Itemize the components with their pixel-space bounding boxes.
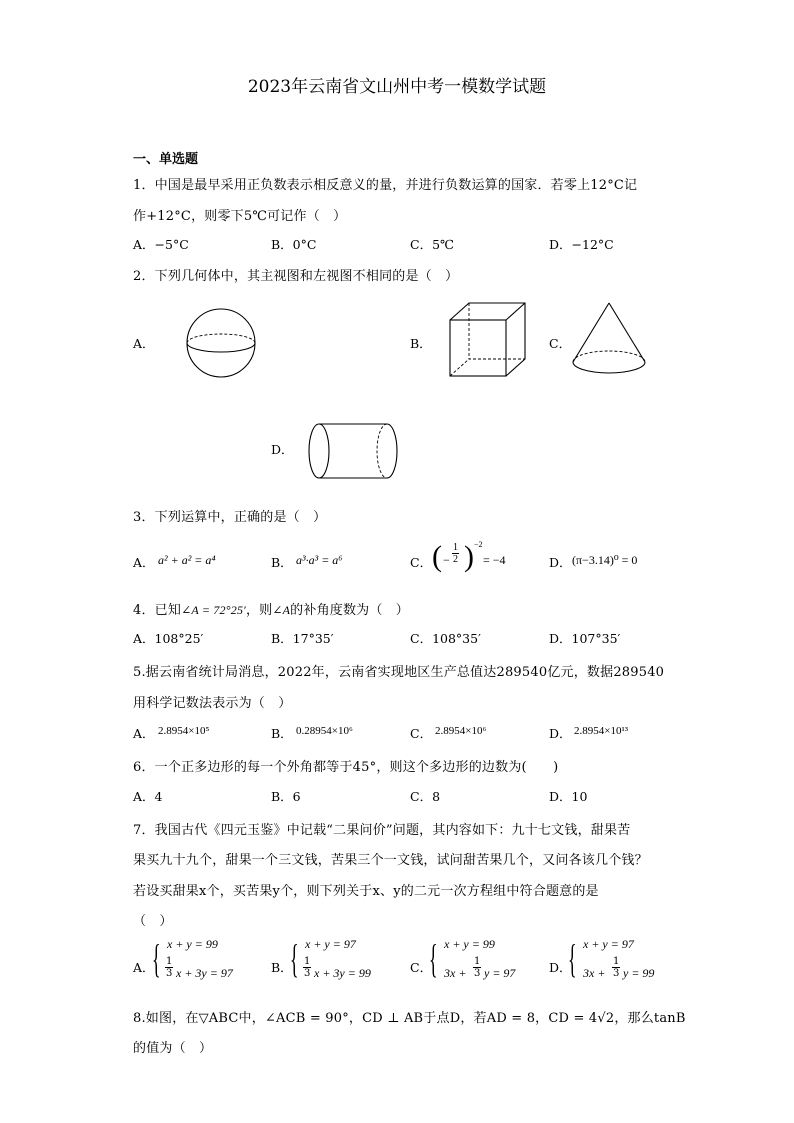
q4-text-b: ，则 — [245, 603, 273, 618]
q4-option-d: D．107°35′ — [549, 631, 621, 646]
q2-option-d: D． — [271, 442, 294, 457]
q7-d-brace: { — [568, 936, 577, 981]
q3-c-fraction — [452, 542, 459, 565]
q7-b-eq2: x + 3y = 99 — [314, 966, 371, 980]
q5-option-d: D． — [549, 726, 572, 741]
q7-line3: 若设买甜果x个，买苦果y个，则下列关于x、y的二元一次方程组中符合题意的是 — [133, 884, 599, 899]
q4-text-c: 的补角度数为（ ） — [290, 603, 409, 618]
q3-option-a-expr: a² + a² = a⁴ — [158, 553, 216, 567]
q7-c-eq1: x + y = 99 — [444, 937, 495, 951]
q7-a-eq1: x + y = 99 — [167, 937, 218, 951]
q7-option-a: A． — [133, 960, 155, 975]
q7-line2: 果买九十九个，甜果一个三文钱，苦果三个一文钱，试问甜苦果几个，又问各该几个钱？ — [133, 853, 648, 868]
q3-option-d: D． — [549, 555, 572, 570]
q5-line1: 5.据云南省统计局消息，2022年，云南省实现地区生产总值达289540亿元，数据289540 — [133, 665, 665, 680]
q3-c-numerator: 1 — [453, 542, 458, 553]
q3-option-a: A． — [133, 555, 155, 570]
q4-text — [133, 599, 409, 618]
cone-figure — [569, 300, 649, 380]
q8-line1: 8.如图，在▽ABC中，∠ACB = 90°，CD ⊥ AB于点D，若AD = 8，CD = 4√2，那么tanB — [133, 1011, 686, 1026]
q6-option-c: C．8 — [410, 789, 441, 804]
q6-option-b: B．6 — [271, 789, 301, 804]
q7-line4: （ ） — [133, 914, 173, 929]
q7-d-frac-den: 3 — [613, 968, 620, 979]
q7-d-frac-num: 1 — [613, 956, 620, 967]
cylinder-figure — [305, 420, 401, 482]
q1-option-b: B．0°C — [271, 237, 317, 252]
q7-b-frac-den: 3 — [304, 968, 311, 979]
q7-c-fraction — [473, 956, 481, 979]
q3-c-exponent: −2 — [474, 540, 483, 549]
q7-c-frac-num: 1 — [474, 956, 481, 967]
q1-option-c: C．5℃ — [410, 237, 455, 252]
q7-option-d: D． — [549, 960, 572, 975]
q2-option-c: C． — [549, 336, 572, 351]
q5-option-a-expr: 2.8954×10⁵ — [158, 725, 210, 737]
q1-option-a: A．−5°C — [133, 237, 189, 252]
q1-option-d: D．−12°C — [549, 237, 614, 252]
q6-option-d: D．10 — [549, 789, 588, 804]
q7-d-eq2b: y = 99 — [623, 966, 655, 980]
q7-c-brace: { — [429, 936, 438, 981]
q7-a-brace: { — [152, 936, 161, 981]
q2-option-b: B． — [410, 336, 432, 351]
q3-c-denominator: 2 — [453, 554, 458, 565]
q5-option-c-expr: 2.8954×10⁶ — [435, 725, 487, 737]
q7-a-frac-den: 3 — [166, 968, 173, 979]
q7-a-eq2: x + 3y = 97 — [176, 966, 233, 980]
q3-option-b-expr: a³·a³ = a⁶ — [296, 553, 343, 567]
q7-b-fraction — [303, 956, 311, 979]
q7-line1: 7．我国古代《四元玉鉴》中记载“二果问价”问题，其内容如下：九十七文钱，甜果苦 — [133, 823, 631, 838]
q1-line1: 1．中国是最早采用正负数表示相反意义的量，并进行负数运算的国家．若零上12°C记 — [133, 178, 638, 193]
sphere-figure — [183, 305, 259, 381]
q6-text: 6．一个正多边形的每一个外角都等于45°，则这个多边形的边数为( ) — [133, 760, 559, 775]
q7-a-fraction — [165, 956, 173, 979]
q4-option-b: B．17°35′ — [271, 631, 334, 646]
q4-angle-expr: ∠A = 72°25′ — [181, 603, 246, 617]
q8-line2: 的值为（ ） — [133, 1041, 213, 1056]
q7-d-fraction — [612, 956, 620, 979]
q2-option-a: A． — [133, 336, 155, 351]
q3-c-paren-close: ) — [464, 540, 474, 573]
q7-b-eq1: x + y = 97 — [305, 937, 356, 951]
q2-text: 2．下列几何体中，其主视图和左视图不相同的是（ ） — [133, 269, 459, 284]
q7-d-eq2a: 3x + — [583, 966, 606, 980]
q7-option-c: C． — [410, 960, 433, 975]
q3-c-sign: − — [443, 553, 450, 567]
q7-a-frac-num: 1 — [166, 956, 173, 967]
q5-option-b: B． — [271, 726, 293, 741]
q7-c-eq2b: y = 97 — [484, 966, 516, 980]
q5-option-c: C． — [410, 726, 433, 741]
q4-text-a: 4．已知 — [133, 603, 182, 618]
q7-option-b: B． — [271, 960, 293, 975]
q7-b-brace: { — [290, 936, 299, 981]
q5-line2: 用科学记数法表示为（ ） — [133, 696, 292, 711]
q3-c-paren-open: ( — [432, 540, 442, 573]
q3-option-b: B． — [271, 555, 293, 570]
q3-option-c: C． — [410, 555, 433, 570]
cube-figure — [447, 300, 529, 380]
q1-line2: 作+12°C，则零下5℃可记作（ ） — [133, 209, 347, 224]
q7-c-eq2a: 3x + — [444, 966, 467, 980]
q7-c-frac-den: 3 — [474, 968, 481, 979]
q7-d-eq1: x + y = 97 — [583, 937, 634, 951]
q5-option-d-expr: 2.8954×10¹³ — [574, 725, 629, 737]
q5-option-b-expr: 0.28954×10⁶ — [296, 725, 353, 737]
q3-option-d-expr: (π−3.14)⁰ = 0 — [572, 553, 638, 567]
q4-option-a: A．108°25′ — [133, 631, 204, 646]
q7-b-frac-num: 1 — [304, 956, 311, 967]
q3-text: 3．下列运算中，正确的是（ ） — [133, 510, 327, 525]
q3-option-c-expr: = −4 — [483, 553, 506, 567]
q6-option-a: A．4 — [133, 789, 163, 804]
page-title: 2023年云南省文山州中考一模数学试题 — [247, 77, 547, 97]
q4-option-c: C．108°35′ — [410, 631, 481, 646]
section-heading-single-choice: 一、单选题 — [133, 152, 199, 167]
q4-angle-a: ∠A — [272, 603, 291, 617]
q5-option-a: A． — [133, 726, 155, 741]
